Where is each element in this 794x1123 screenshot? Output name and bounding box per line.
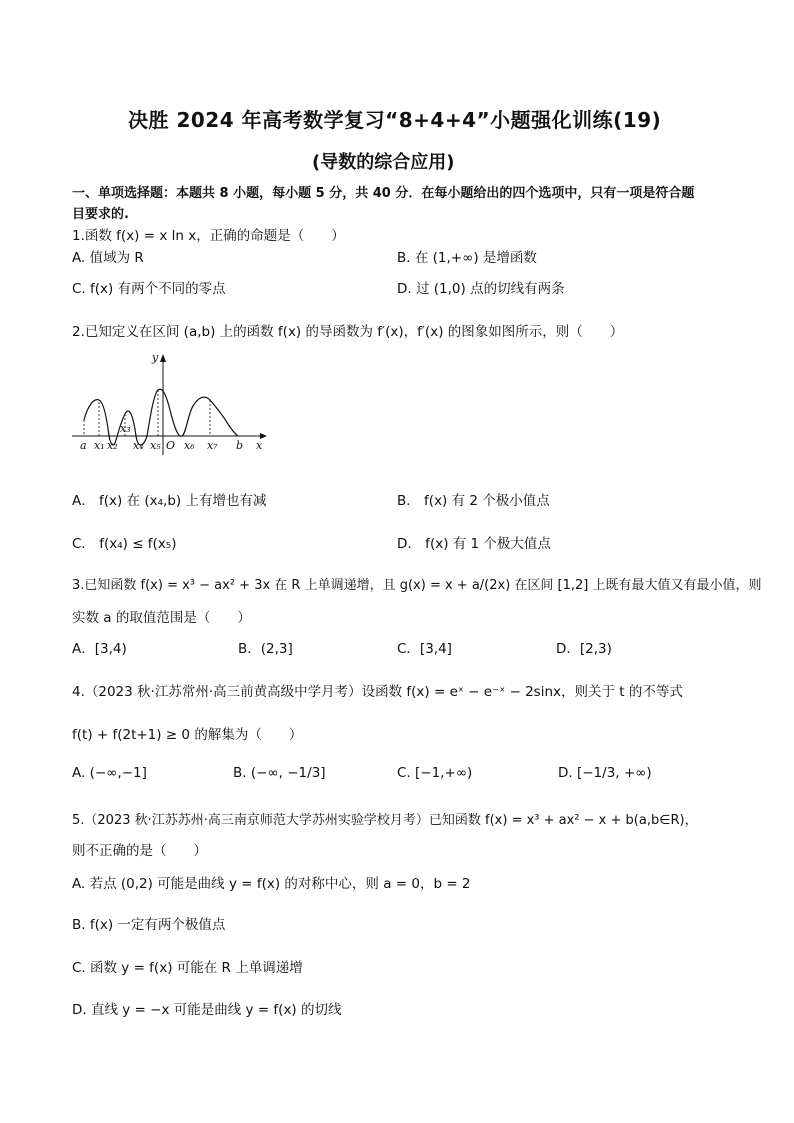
q5-stem-line2: 则不正确的是（ ） xyxy=(72,843,207,859)
q2-option-d: D． f(x) 有 1 个极大值点 xyxy=(397,536,551,552)
q4-stem-line1: 4.（2023 秋·江苏常州·高三前黄高级中学月考）设函数 f(x) = eˣ − e⁻ˣ − 2sinx，则关于 t 的不等式 xyxy=(72,684,683,700)
q1-option-c: C. f(x) 有两个不同的零点 xyxy=(72,281,226,297)
q4-option-c: C. [−1,+∞) xyxy=(397,765,473,781)
q4-option-a: A. (−∞,−1] xyxy=(72,765,147,781)
page-title: 决胜 2024 年高考数学复习“8+4+4”小题强化训练(19) xyxy=(128,108,662,132)
derivative-graph xyxy=(70,350,270,460)
derivative-curve xyxy=(84,389,238,445)
q1-option-b: B. 在 (1,+∞) 是增函数 xyxy=(397,250,537,266)
q5-option-c: C. 函数 y = f(x) 可能在 R 上单调递增 xyxy=(72,960,303,976)
q5-option-a: A. 若点 (0,2) 可能是曲线 y = f(x) 的对称中心，则 a = 0，b = 2 xyxy=(72,876,471,892)
label-x6: x₆ xyxy=(184,439,195,452)
label-y: y xyxy=(152,351,159,364)
q2-option-a: A． f(x) 在 (x₄,b) 上有增也有减 xyxy=(72,493,267,509)
q5-stem-line1: 5.（2023 秋·江苏苏州·高三南京师范大学苏州实验学校月考）已知函数 f(x) = x³ + ax² − x + b(a,b∈R)， xyxy=(72,813,698,828)
label-x5: x₅ xyxy=(150,439,161,452)
q3-option-b: B．(2,3] xyxy=(238,641,293,657)
q5-option-d: D. 直线 y = −x 可能是曲线 y = f(x) 的切线 xyxy=(72,1002,342,1018)
label-x4: x₄ xyxy=(133,439,144,452)
label-a: a xyxy=(80,439,87,452)
label-origin: O xyxy=(166,439,176,452)
label-x2: x₂ xyxy=(107,439,118,452)
q1-stem: 1.函数 f(x) = x ln x，正确的命题是（ ） xyxy=(72,228,345,244)
q3-option-d: D．[2,3) xyxy=(556,641,612,657)
section-heading-line2: 目要求的. xyxy=(72,207,129,222)
label-x7: x₇ xyxy=(207,439,218,452)
q3-option-a: A．[3,4) xyxy=(72,641,127,657)
q2-option-b: B． f(x) 有 2 个极小值点 xyxy=(397,493,550,509)
q3-stem-line2: 实数 a 的取值范围是（ ） xyxy=(72,610,251,626)
q4-stem-line2: f(t) + f(2t+1) ≥ 0 的解集为（ ） xyxy=(72,727,303,743)
q4-option-b: B. (−∞, −1/3] xyxy=(233,765,326,781)
q1-option-d: D. 过 (1,0) 点的切线有两条 xyxy=(397,281,565,297)
q2-stem: 2.已知定义在区间 (a,b) 上的函数 f(x) 的导函数为 f′(x)，f′(x) 的图象如图所示，则（ ） xyxy=(72,324,624,340)
q5-option-b: B. f(x) 一定有两个极值点 xyxy=(72,917,226,933)
y-axis-arrow xyxy=(160,354,166,362)
q2-option-c: C． f(x₄) ≤ f(x₅) xyxy=(72,536,177,552)
label-x3: x₃ xyxy=(120,422,131,435)
q3-option-c: C．[3,4] xyxy=(397,641,452,657)
q1-option-a: A. 值域为 R xyxy=(72,250,144,266)
page-subtitle: (导数的综合应用) xyxy=(312,152,455,173)
label-x1: x₁ xyxy=(94,439,105,452)
label-x: x xyxy=(256,439,263,452)
q3-stem-line1: 3.已知函数 f(x) = x³ − ax² + 3x 在 R 上单调递增，且 g(x) = x + a/(2x) 在区间 [1,2] 上既有最大值又有最小值，则 xyxy=(72,578,762,593)
section-heading-line1: 一、单项选择题：本题共 8 小题，每小题 5 分，共 40 分．在每小题给出的四个选项中，只有一项是符合题 xyxy=(72,186,695,201)
label-b: b xyxy=(236,439,244,452)
q4-option-d: D. [−1/3, +∞) xyxy=(558,765,652,781)
